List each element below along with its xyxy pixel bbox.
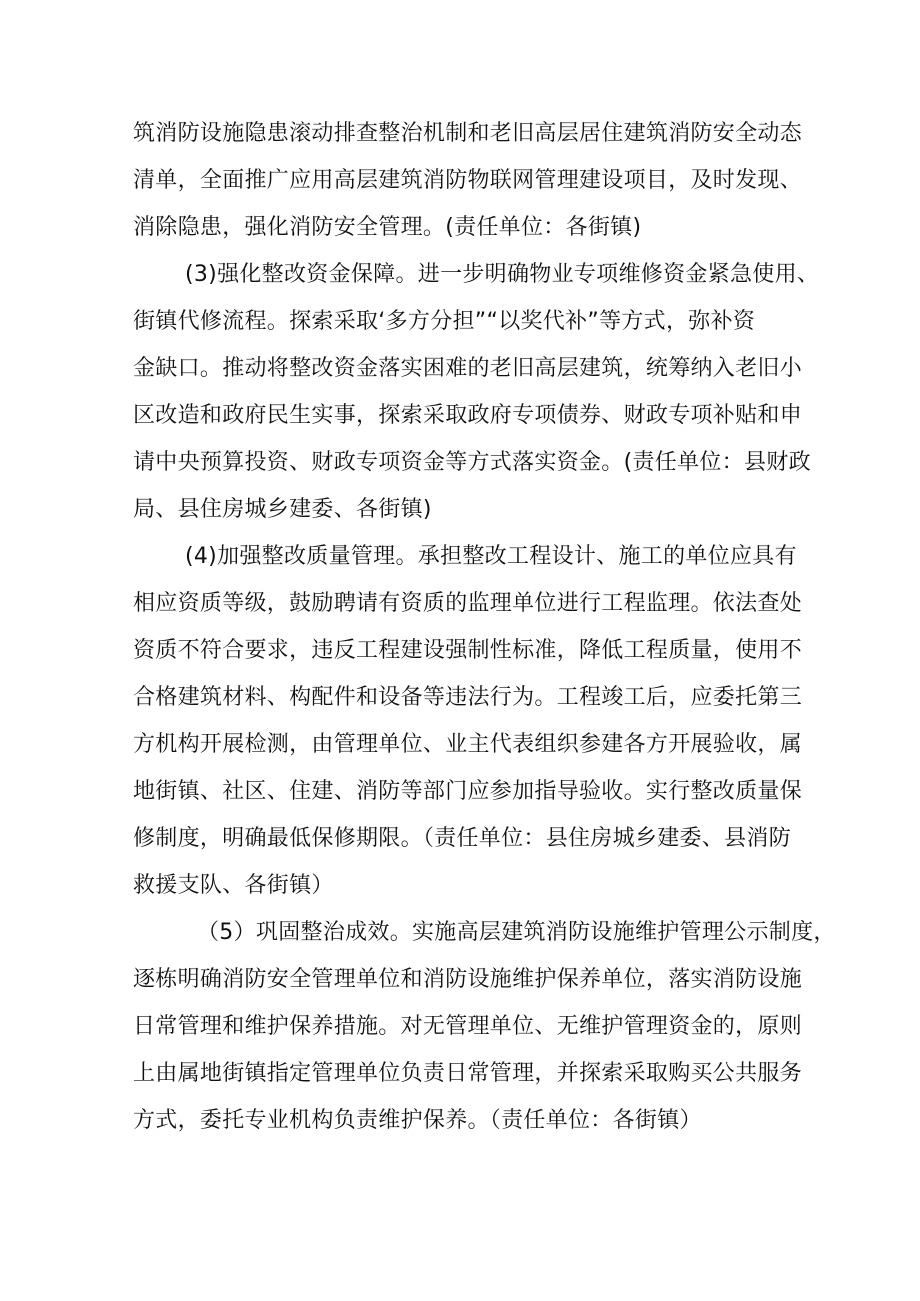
text-line: 上由属地街镇指定管理单位负责日常管理，并探索采取购买公共服务 — [133, 1061, 803, 1086]
text-line: 区改造和政府民生实事，探索采取政府专项债券、财政专项补贴和申 — [133, 403, 803, 428]
paragraph-5-heading-line: （5）巩固整治成效。实施高层建筑消防设施维护管理公示制度， — [197, 920, 836, 945]
text-line: 方式，委托专业机构负责维护保养。（责任单位：各街镇） — [133, 1108, 702, 1133]
text-line: 相应资质等级，鼓励聘请有资质的监理单位进行工程监理。依法查处 — [133, 591, 803, 616]
text-line: 地街镇、社区、住建、消防等部门应参加指导验收。实行整改质量保 — [133, 779, 803, 804]
document-body — [133, 110, 836, 1144]
text-line: 资质不符合要求，违反工程建设强制性标准，降低工程质量，使用不 — [133, 638, 803, 663]
text-line: 筑消防设施隐患滚动排查整治机制和老旧高层居住建筑消防安全动态 — [133, 121, 803, 146]
text-line: 修制度，明确最低保修期限。（责任单位：县住房城乡建委、县消防 — [133, 826, 792, 851]
text-line: 消除隐患，强化消防安全管理。(责任单位：各街镇) — [133, 215, 642, 240]
text-line: 逐栋明确消防安全管理单位和消防设施维护保养单位，落实消防设施 — [133, 967, 803, 992]
text-line: 合格建筑材料、构配件和设备等违法行为。工程竣工后，应委托第三 — [133, 685, 803, 710]
text-line: 方机构开展检测，由管理单位、业主代表组织参建各方开展验收，属 — [133, 732, 803, 757]
paragraph-3-heading-line: (3)强化整改资金保障。进一步明确物业专项维修资金紧急使用、 — [185, 262, 820, 287]
paragraph-4-heading-line: (4)加强整改质量管理。承担整改工程设计、施工的单位应具有 — [185, 544, 797, 569]
text-line: 街镇代修流程。探索采取‘多方分担”“以奖代补”等方式，弥补资 — [133, 309, 756, 334]
text-line: 局、县住房城乡建委、各街镇) — [133, 497, 432, 522]
text-line: 清单，全面推广应用高层建筑消防物联网管理建设项目，及时发现、 — [133, 168, 803, 193]
text-line: 日常管理和维护保养措施。对无管理单位、无维护管理资金的，原则 — [133, 1014, 803, 1039]
text-line: 救援支队、各街镇） — [133, 873, 334, 898]
text-line: 金缺口。推动将整改资金落实困难的老旧高层建筑，统筹纳入老旧小 — [133, 356, 803, 381]
text-line: 请中央预算投资、财政专项资金等方式落实资金。(责任单位：县财政 — [133, 450, 811, 475]
